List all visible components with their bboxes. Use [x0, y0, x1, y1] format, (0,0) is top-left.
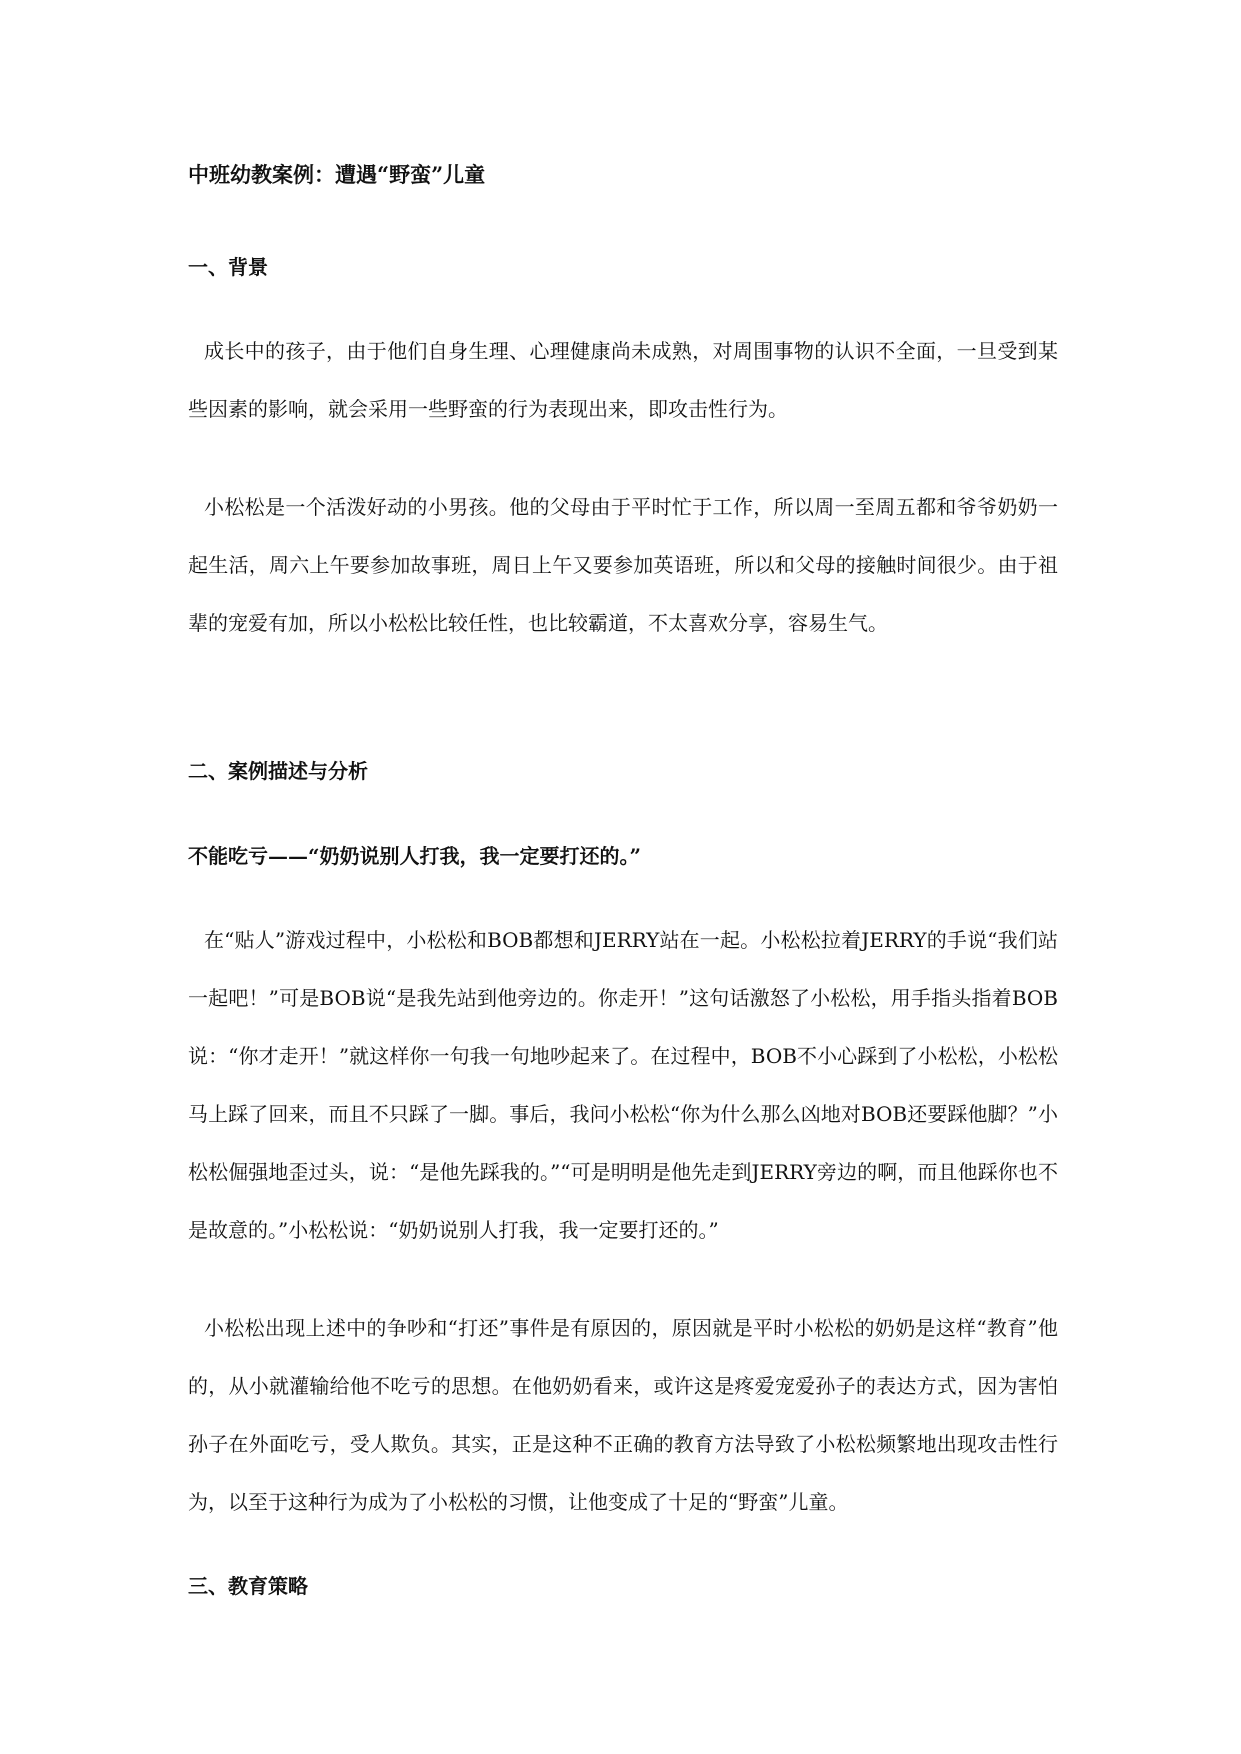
section-heading-strategy: 三、教育策略 [188, 1574, 308, 1598]
paragraph: 小松松是一个活泼好动的小男孩。他的父母由于平时忙于工作，所以周一至周五都和爷爷奶奶一起生活，周六上午要参加故事班，周日上午又要参加英语班，所以和父母的接触时间很少。由于祖辈的宠爱有加，所以小松松比较任性，也比较霸道，不太喜欢分享，容易生气。 [188, 495, 1058, 635]
paragraph: 小松松出现上述中的争吵和“打还”事件是有原因的，原因就是平时小松松的奶奶是这样“教育”他的，从小就灌输给他不吃亏的思想。在他奶奶看来，或许这是疼爱宠爱孙子的表达方式，因为害怕孙子在外面吃亏，受人欺负。其实，正是这种不正确的教育方法导致了小松松频繁地出现攻击性行为，以至于这种行为成为了小松松的习惯，让他变成了十足的“野蛮”儿童。 [188, 1316, 1058, 1514]
document-content [188, 160, 1058, 1601]
document-title: 中班幼教案例：遭遇“野蛮”儿童 [188, 162, 486, 187]
case-subheading: 不能吃亏——“奶奶说别人打我，我一定要打还的。” [188, 844, 642, 868]
paragraph: 在“贴人”游戏过程中，小松松和BOB都想和JERRY站在一起。小松松拉着JERRY的手说“我们站一起吧！”可是BOB说“是我先站到他旁边的。你走开！”这句话激怒了小松松，用手指头指着BOB说：“你才走开！”就这样你一句我一句地吵起来了。在过程中，BOB不小心踩到了小松松，小松松马上踩了回来，而且不只踩了一脚。事后，我问小松松“你为什么那么凶地对BOB还要踩他脚？”小松松倔强地歪过头，说：“是他先踩我的。”“可是明明是他先走到JERRY旁边的啊，而且他踩你也不是故意的。”小松松说：“奶奶说别人打我，我一定要打还的。” [188, 928, 1058, 1242]
section-heading-case: 二、案例描述与分析 [188, 759, 368, 783]
section-heading-background: 一、背景 [188, 255, 268, 279]
paragraph: 成长中的孩子，由于他们自身生理、心理健康尚未成熟，对周围事物的认识不全面，一旦受到某些因素的影响，就会采用一些野蛮的行为表现出来，即攻击性行为。 [188, 339, 1058, 421]
